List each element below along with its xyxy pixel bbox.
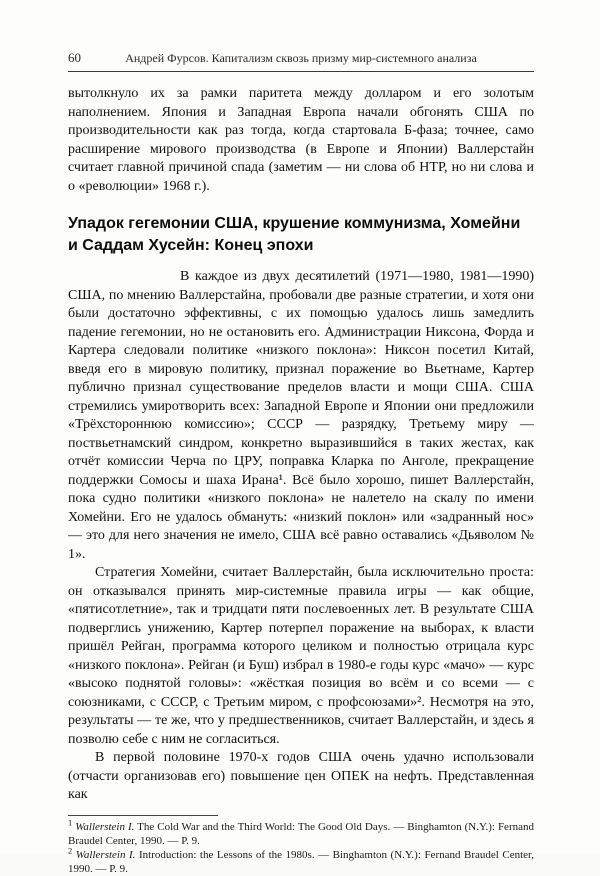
footnote-1-marker: 1 — [68, 816, 73, 827]
page-header — [68, 50, 534, 66]
paragraph-continuation: вытолкнуло их за рамки паритета между долларом и его золотым наполнением. Япония и Западная Европа начали обгонять США по производительности как раз тогда, когда стартовала Б-фаза; точнее, само расширение мирового производства (в Европе и Японии) Валлерстайн считает главной причиной спада (заметим — ни слова об НТР, но ни слова и о «революции» 1968 г.). — [68, 86, 534, 194]
paragraph-decades: В каждое из двух десятилетий (1971—1980, 1981—1990) США, по мнению Валлерстайна, пробовали две разные стратегии, и хотя они были достаточно эффективны, с их помощью удалось лишь замедлить падение гегемонии, но не остановить его. Администрации Никсона, Форда и Картера следовали политике «низкого поклона»: Никсон посетил Китай, введя его в мировую политику, признал поражение во Вьетнаме, Картер публично признал существование пределов власти и мощи США. США стремились умиротворить всех: Западной Европе и Японии они предложили «Трёхстороннюю комиссию»; СССР — разрядку, Третьему миру — поствьетнамский синдром, конкретно выразившийся в таких жестах, как отчёт комиссии Черча по ЦРУ, поправка Кларка по Анголе, прекращение поддержки Сомосы и шаха Ирана¹. Всё было хорошо, пишет Валлерстайн, пока судно политики «низкого поклона» не налетело на скалу по имени Хомейни. Его не удалось обмануть: «низкий поклон» или «задранный нос» — это для него значения не имело, США всё равно оставались «Дьяволом № 1». — [68, 269, 534, 562]
header-rule — [68, 71, 534, 72]
footnote-1-author: Wallerstein I. — [75, 820, 135, 833]
footnote-1-text: The Cold War and the Third World: The Good Old Days. — Binghamton (N.Y.): Fernand Braudel Center, 1990. — P. 9. — [68, 820, 534, 847]
footnote-2 — [68, 844, 534, 876]
page-number: 60 — [68, 50, 81, 65]
running-title: Андрей Фурсов. Капитализм сквозь призму мир-системного анализа — [125, 51, 477, 65]
page-body — [68, 85, 534, 805]
paragraph-opec: В первой половине 1970-х годов США очень удачно использовали (отчасти организовав его) повышение цен ОПЕК на нефть. Представленная как — [68, 750, 534, 802]
footnote-1 — [68, 816, 534, 848]
footnote-2-author: Wallerstein I. — [75, 848, 136, 861]
footnotes-block — [68, 815, 534, 876]
section-heading: Упадок гегемонии США, крушение коммунизма, Хомейни и Саддам Хусейн: Конец эпохи — [68, 215, 521, 254]
footnote-2-text: Introduction: the Lessons of the 1980s. — Binghamton (N.Y.): Fernand Braudel Center, 1990. — P. 9. — [68, 848, 534, 875]
footnote-rule — [68, 815, 218, 816]
paragraph-strategy: Стратегия Хомейни, считает Валлерстайн, была исключительно проста: он отказывался принять мир-системные правила игры — как общие, «пятисотлетние», так и тридцати пяти послевоенных лет. В результате США подверглись унижению, Картер потерпел поражение на выборах, к власти пришёл Рейган, программа которого целиком и полностью отрицала курс «низкого поклона». Рейган (и Буш) избрал в 1980-е годы курс «мачо» — курс «высоко поднятой головы»: «жёсткая позиция во всём и со всеми — с союзниками, с СССР, с Третьим миром, с профсоюзами»². Несмотря на это, результаты — те же, что у предшественников, считает Валлерстайн, и здесь я позволю себе с ним не согласиться. — [68, 565, 534, 747]
footnote-2-marker: 2 — [68, 844, 73, 855]
